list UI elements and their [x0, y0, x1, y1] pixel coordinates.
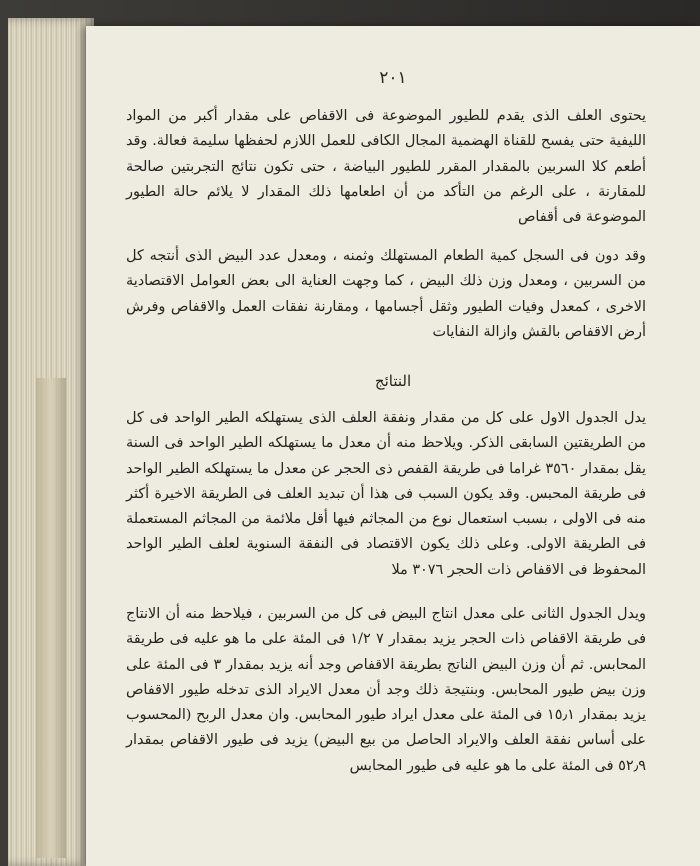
paragraph-table-two: ويدل الجدول الثانى على معدل انتاج البيض فى كل من السربين ، فيلاحظ منه أن الانتاج فى طريقة الاقفاص ذات الحجر يزيد بمقدار ٧ ١/٢ فى المئة على ما هو عليه فى طريقة المحابس. ثم أن وزن البيض الناتج بطريقة الاقفاص وجد أنه يزيد بمقدار ٣ فى المئة على وزن بيض طيور المحابس. وبنتيجة ذلك وجد أن معدل الايراد الذى تدخله طيور الاقفاص يزيد بمقدار ١٥٫١ فى المئة على معدل ايراد طيور المحابس. وان معدل الربح (المحسوب على أساس نفقة العلف والايراد الحاصل من بيع البيض) يزيد فى طيور الاقفاص بمقدار ٥٢٫٩ فى المئة على ما هو عليه فى طيور المحابس	[126, 606, 647, 774]
page-stack-edges	[8, 18, 94, 866]
torn-page-edge	[36, 378, 66, 858]
section-title-results: النتائج	[374, 372, 412, 390]
paragraph-feed-fiber: يحتوى العلف الذى يقدم للطيور الموضوعة فى الاقفاص على مقدار أكبر من المواد الليفية حتى يفسح للقناة الهضمية المجال الكافى للعمل اللازم لحفظها سليمة فعالة. وقد أطعم كلا السربين بالمقدار المقرر للطيور البياضة ، حتى تكون نتائج التجربتين صالحة للمقارنة ، على الرغم من التأكد من أن اطعامها ذلك المقدار لا يلائم حالة الطيور الموضوعة فى أقفاص	[126, 108, 646, 226]
page-number: ٢٠١	[379, 68, 407, 88]
paragraph-records: وقد دون فى السجل كمية الطعام المستهلك وثمنه ، ومعدل عدد البيض الذى أنتجه كل من السربين ، ومعدل وزن ذلك البيض ، كما وجهت العناية الى بعض العوامل الاقتصادية الاخرى ، كمعدل وفيات الطيور وثقل أجسامها ، ومقارنة نفقات العمل والاقفاص وفرش أرض الاقفاص بالقش وازالة النفايات	[126, 248, 646, 340]
paragraph-table-one: يدل الجدول الاول على كل من مقدار ونفقة العلف الذى يستهلكه الطير الواحد فى كل من الطريقتين السابقى الذكر. ويلاحظ منه أن معدل ما يستهلكه الطير الواحد فى السنة يقل بمقدار ٣٥٦٠ غراما فى طريقة القفص ذى الحجر عن معدل ما يستهلكه الطير الواحد فى طريقة المحبس. وقد يكون السبب فى هذا أن تبديد العلف فى الطريقة الاخيرة أكثر منه فى الاولى ، بسبب استعمال نوع من المجاثم فيها أقل ملائمة من المجاثم المستعملة فى الطريقة الاولى. وعلى ذلك يكون الاقتصاد فى النفقة السنوية لعلف الطير الواحد المحفوظ فى الاقفاص ذات الحجر ٣٠٧٦ ملا	[126, 410, 646, 578]
book-page	[86, 26, 700, 866]
